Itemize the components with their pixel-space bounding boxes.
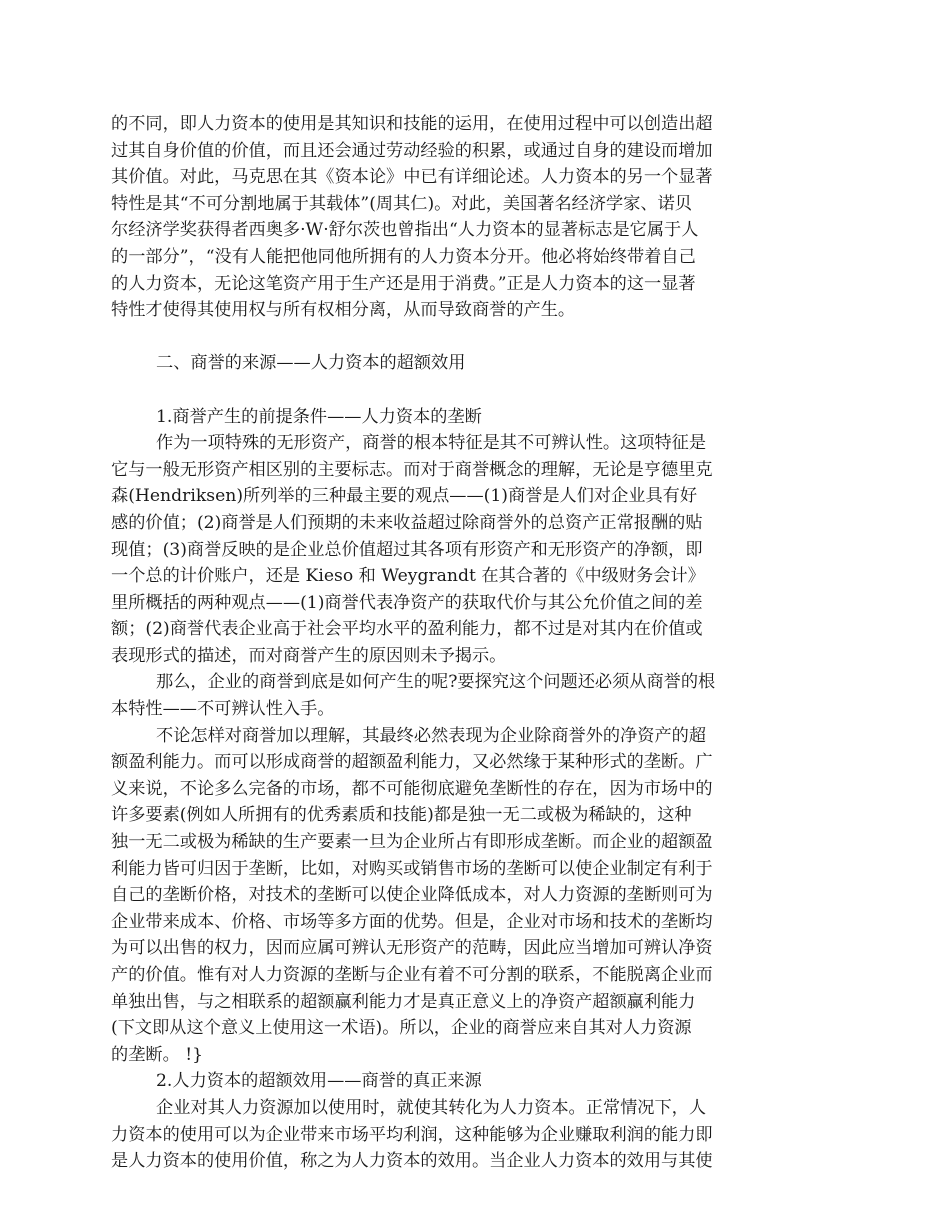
text-line: 额盈利能力。而可以形成商誉的超额盈利能力，又必然缘于某种形式的垄断。广	[111, 752, 713, 773]
text-line: 企业带来成本、价格、市场等多方面的优势。但是，企业对市场和技术的垄断均	[111, 911, 713, 932]
text-line: 森(Hendriksen)所列举的三种最主要的观点——(1)商誉是人们对企业具有好	[111, 486, 698, 507]
paragraph-start-line: 不论怎样对商誉加以理解，其最终必然表现为企业除商誉外的净资产的超	[156, 725, 707, 746]
text-line: 它与一般无形资产相区别的主要标志。而对于商誉概念的理解，无论是亨德里克	[111, 459, 713, 480]
subsection-heading: 1.商誉产生的前提条件——人力资本的垄断	[156, 406, 482, 427]
text-line: 过其自身价值的价值，而且还会通过劳动经验的积累，或通过自身的建设而增加	[111, 140, 713, 161]
text-line: 独一无二或极为稀缺的生产要素一旦为企业所占有即形成垄断。而企业的超额盈	[111, 832, 713, 853]
paragraph-start-line: 企业对其人力资源加以使用时，就使其转化为人力资本。正常情况下，人	[156, 1097, 707, 1118]
text-line: 是人力资本的使用价值，称之为人力资本的效用。当企业人力资本的效用与其使	[111, 1151, 713, 1172]
text-line: 产的价值。惟有对人力资源的垄断与企业有着不可分割的联系，不能脱离企业而	[111, 965, 713, 985]
text-line: 力资本的使用可以为企业带来市场平均利润，这种能够为企业赚取利润的能力即	[111, 1124, 713, 1145]
text-line: 为可以出售的权力，因而应属可辨认无形资产的范畴，因此应当增加可辨认净资	[111, 938, 713, 959]
section-heading: 二、商誉的来源——人力资本的超额效用	[156, 353, 466, 374]
text-line: 利能力皆可归因于垄断，比如，对购买或销售市场的垄断可以使企业制定有利于	[111, 858, 713, 879]
text-line: 本特性——不可辨认性入手。	[111, 699, 335, 720]
text-line: 感的价值；(2)商誉是人们预期的未来收益超过除商誉外的总资产正常报酬的贴	[111, 512, 703, 533]
document-page	[111, 111, 771, 1175]
text-line: 里所概括的两种观点——(1)商誉代表净资产的获取代价与其公允价值之间的差	[111, 592, 703, 613]
text-line: 许多要素(例如人所拥有的优秀素质和技能)都是独一无二或极为稀缺的，这种	[111, 805, 692, 826]
paragraph-start-line: 作为一项特殊的无形资产，商誉的根本特征是其不可辨认性。这项特征是	[156, 433, 707, 454]
text-line: 的垄断。 !}	[111, 1044, 204, 1065]
text-line: 特性才使得其使用权与所有权相分离，从而导致商誉的产生。	[111, 300, 576, 321]
text-line: 其价值。对此，马克思在其《资本论》中已有详细论述。人力资本的另一个显著	[111, 167, 713, 188]
text-line: 额；(2)商誉代表企业高于社会平均水平的盈利能力，都不过是对其内在价值或	[111, 619, 703, 640]
subsection-heading: 2.人力资本的超额效用——商誉的真正来源	[156, 1071, 482, 1092]
text-line: 义来说，不论多么完备的市场，都不可能彻底避免垄断性的存在，因为市场中的	[111, 778, 713, 799]
blank-line	[111, 324, 771, 351]
blank-line	[111, 377, 771, 404]
text-line: 特性是其“不可分割地属于其载体”(周其仁)。对此，美国著名经济学家、诺贝	[111, 193, 692, 214]
text-line: 的人力资本，无论这笔资产用于生产还是用于消费。”正是人力资本的这一显著	[111, 273, 696, 294]
text-line: 一个总的计价账户，还是 Kieso 和 Weygrandt 在其合著的《中级财务会计》	[111, 566, 705, 587]
paragraph-start-line: 那么，企业的商誉到底是如何产生的呢?要探究这个问题还必须从商誉的根	[156, 672, 716, 693]
text-line: (下文即从这个意义上使用这一术语)。所以，企业的商誉应来自其对人力资源	[111, 1018, 692, 1039]
text-line: 的一部分”，“没有人能把他同他所拥有的人力资本分开。他必将始终带着自己	[111, 246, 696, 267]
text-line: 自己的垄断价格，对技术的垄断可以使企业降低成本，对人力资源的垄断则可为	[111, 885, 713, 906]
text-line: 现值；(3)商誉反映的是企业总价值超过其各项有形资产和无形资产的净额，即	[111, 539, 703, 560]
text-line: 的不同，即人力资本的使用是其知识和技能的运用，在使用过程中可以创造出超	[111, 114, 713, 134]
text-line: 单独出售，与之相联系的超额赢利能力才是真正意义上的净资产超额赢利能力	[111, 991, 696, 1012]
text-line: 尔经济学奖获得者西奥多·W·舒尔茨也曾指出“人力资本的显著标志是它属于人	[111, 220, 699, 241]
text-line: 表现形式的描述，而对商誉产生的原因则未予揭示。	[111, 645, 507, 666]
